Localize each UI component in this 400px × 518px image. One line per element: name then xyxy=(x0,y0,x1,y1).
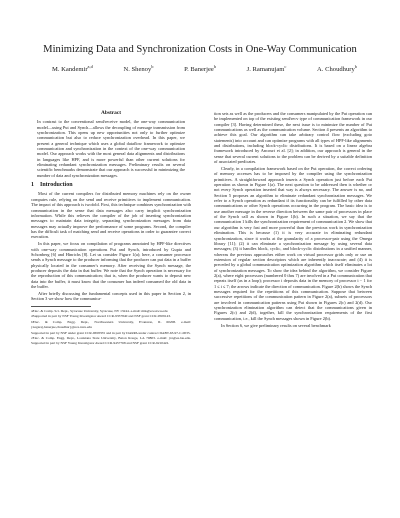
abstract xyxy=(31,119,191,178)
paragraph: Clearly, in a compilation framework based on the Put operation, the correct ordering of memory accesses has to be imposed by the compiler using the synchronization primitives. A straightforward approach inserts a Synch operation just before each Put operation as shown in Figure 1(a). The next question to be addressed then is whether or not every Synch operation inserted that way is always necessary. The answer is no, and Section 5 proposes an algorithm to eliminate redundant synchronization messages. We refer to a Synch operation as redundant if its functionality can be fulfilled by other data communications or other Synch operations occurring in the program. The basic idea is to use another message in the reverse direction between the same pair of processors in place of the Synch call as shown in Figure 1(b). In such a situation, we say that the communication 1 kills the synchronization requirement of communication 2. We show that our algorithm is very fast and more powerful than the previous work in synchronization elimination. This is because (1) it is very accurate in eliminating redundant synchronization, since it works at the granularity of a processor-pair using the Omega library [11]; (2) it can eliminate a synchronization message by using several data messages; (3) it handles block, cyclic, and block-cyclic distributions in a unified manner, whereas the previous approaches either work on virtual processor grids only or use an extension of regular section descriptors which are inherently inaccurate; and (4) it is preceded by a global communication optimization algorithm which itself eliminates a lot of synchronization messages. To show the idea behind the algorithm, we consider Figure 2(a), where eight processors (numbered 0 thru 7) are involved in a Put communication that repeats itself (as in a loop); processor i deposits data in the memory of processor i − 1 for 1 ≤ i ≤ 7; the arrows indicate the direction of communication. Figure 2(b) shows the Synch messages required for the repetitions of this communication. Suppose that between successive repetitions of the communication pattern in Figure 2(a), subsets of processors are involved in communication patterns using Put shown in Figures 2(c) and 2(d). Our synchronization elimination algorithm can detect that the communications given in Figures 2(c) and 2(d), together, kill the synchronization requirements of the first communication, i.e., kill the Synch messages shown in Figure 2(b). xyxy=(214,166,372,321)
footnote: aElec. & Comp. Sci. Dept., Syracuse University, Syracuse, NY 13244. e-mail: mtk@ece.nwu.edu xyxy=(31,308,168,313)
footnote: bElec. & Comp. Engg. Dept., Northwestern University, Evanston, IL 60208. e-mail: {nagaraj,banerjee,choudhar}@ece.nwu.edu xyxy=(31,320,191,329)
right-column xyxy=(214,111,372,330)
affiliation-mark: b xyxy=(151,64,154,69)
paragraph: After briefly discussing the fundamental concepts used in this paper in Section 2, in Section 3 we show how the communica- xyxy=(31,290,191,302)
section-number: 1 xyxy=(31,182,34,189)
author-name: N. Shenoy xyxy=(123,66,152,74)
author xyxy=(52,64,93,73)
paragraph: tion sets as well as the producers and the consumers manipulated by the Put operation can be implemented on top of the existing send/recv type of communication framework in our compiler [3]. Having determined these, the next issue is to minimize the number of Put communications as well as the communication volume. Section 4 presents an algorithm to achieve this goal. Our algorithm can take arbitrary control flow (excluding goto statements) into account and can optimize programs with all types of HPF-like alignments and distributions, including block-cyclic distributions. It is based on a linear algebra framework introduced by Ancourt et al. [2]; in addition, our approach is general in the sense that several current solutions to the problem can be derived by a suitable definition of associated predicates. xyxy=(214,111,372,165)
author xyxy=(184,64,216,73)
paragraph: In Section 6, we give preliminary results on several benchmark xyxy=(221,322,331,328)
paragraph: Most of the current compilers for distributed memory machines rely on the owner computes rule, relying on the send and receive primitives to implement communication. The impact of this approach is twofold. First, this technique combines synchronization with communication in the sense that data messages also carry implicit synchronization information. While this relieves the compiler of the job of inserting synchronization messages to maintain data integrity, separating synchronization messages from data messages may actually improve the performance of some programs. Second, the compiler has the difficult task of matching send and receive operations in order to guarantee correct execution. xyxy=(31,191,191,240)
affiliation-mark: b xyxy=(354,64,357,69)
footnote-divider xyxy=(31,306,91,307)
abstract-heading: Abstract xyxy=(100,110,122,116)
author-name: M. Kandemir xyxy=(52,66,88,74)
abstract-text: In contrast to the conventional send/receive model, the one-way communication model—using Put and Synch—allows the decoupling of message transmission from synchronization. This opens up new opportunities not only to further optimize communication but also to reduce synchronization overhead. In this paper, we present a general technique which uses a global dataflow framework to optimize communication and synchronization in the context of the one-way communication model. Our approach works with the most general data alignments and distributions in languages like HPF, and is more powerful than other current solutions for eliminating redundant synchronization messages. Preliminary results on several scientific benchmarks demonstrate that our approach is successful in minimizing the number of data and synchronization messages. xyxy=(37,119,185,178)
author xyxy=(123,64,153,73)
affiliation-mark: b xyxy=(213,64,217,69)
left-column xyxy=(31,111,191,347)
footnote: cElec. & Comp. Engg. Dept., Louisiana State University, Baton Rouge, LA 70803. e-mail: jxr@ee.lsu.edu. Supported in part by NSF Young Investigator Award CCR-9457768 and NSF grant CCR-9210422. xyxy=(31,336,191,345)
author-name: P. Banerjee xyxy=(184,66,214,74)
section-heading xyxy=(31,183,191,188)
paper-title: Minimizing Data and Synchronization Costs in One-Way Communication xyxy=(43,44,357,55)
author-name: J. Ramanujam xyxy=(246,66,285,74)
author-list xyxy=(52,64,357,73)
paragraph: In this paper, we focus on compilation of programs annotated by HPF-like directives with one-way communication operations Put and Synch, introduced by Gupta and Schonberg [6] and Hinrichs [8]. Let us consider Figure 1(a); here, a consumer processor sends a Synch message to the producer informing that the producer can put data in a buffer physically located in the consumer's memory. After receiving the Synch message, the producer deposits the data in that buffer. We note that the Synch operation is necessary for the reproduction of this communication; that is, when the producer wants to deposit new data into the buffer, it must know that the consumer has indeed consumed the old data in the buffer. xyxy=(31,241,191,289)
section-title: Introduction xyxy=(40,182,73,189)
footnote: Supported in part by NSF under grant CCR-9658355 and in part by DARPA under contract DABT-63-97-C-0035. xyxy=(31,330,191,335)
author xyxy=(317,64,357,73)
footnote: dSupported in part by NSF Young Investigator Award CCR-9357840 and NSF grant CCR-9509143. xyxy=(31,314,171,319)
author xyxy=(247,64,287,73)
affiliation-mark: c xyxy=(284,64,287,69)
author-name: A. Choudhury xyxy=(317,66,355,74)
affiliation-mark: a,d xyxy=(87,64,93,69)
